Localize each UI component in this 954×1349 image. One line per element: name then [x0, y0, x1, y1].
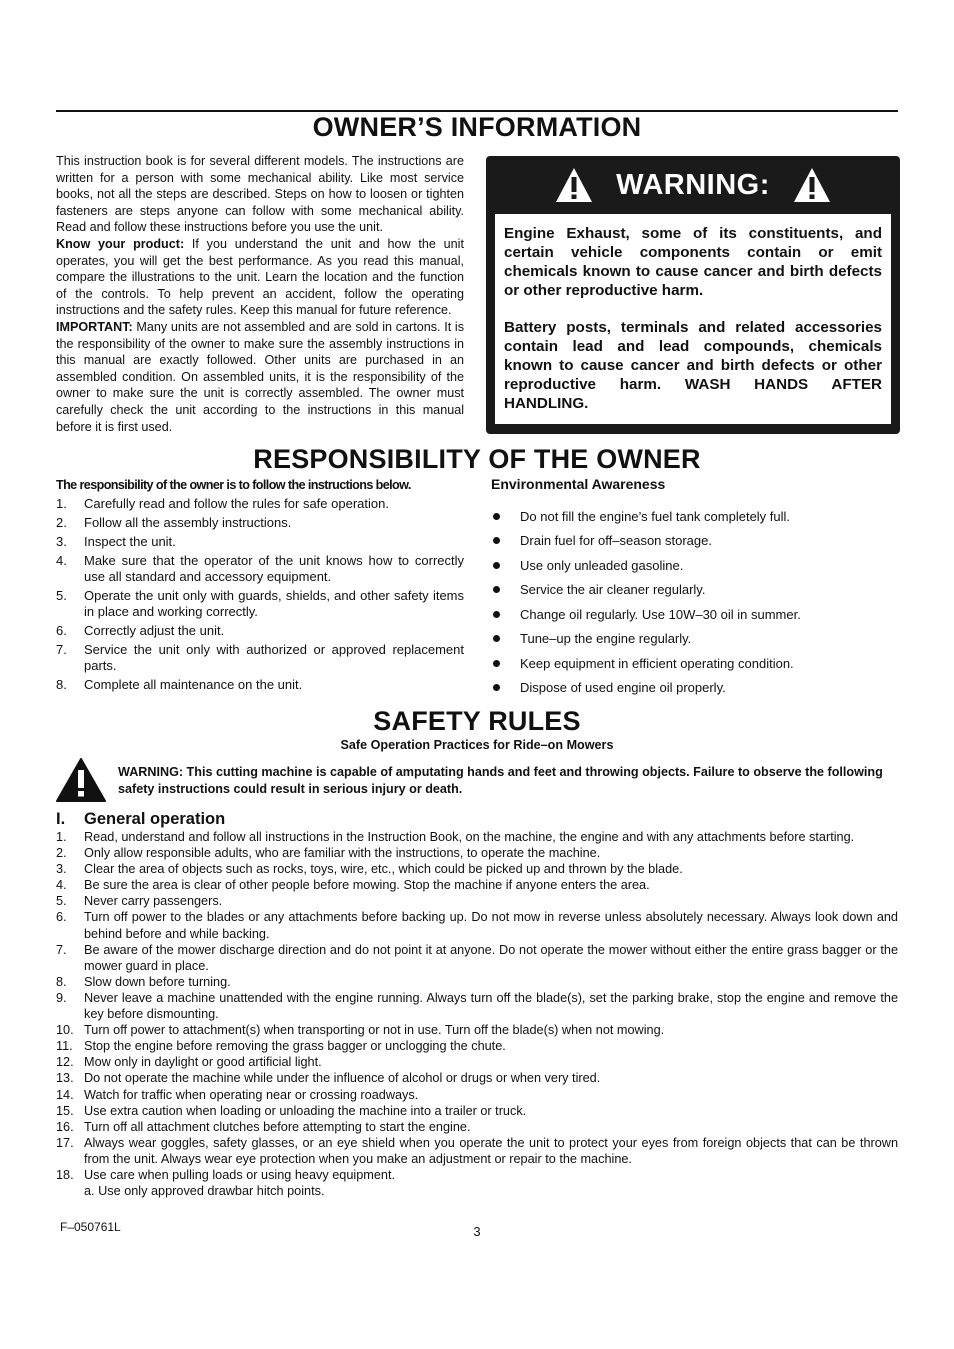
rule-number: 11. — [56, 1039, 73, 1054]
general-operation-title: General operation — [84, 810, 226, 828]
rule-text: Clear the area of objects such as rocks, toys, wire, etc., which could be picked up and thrown by the blade. — [84, 862, 683, 877]
rule-number: 4. — [56, 878, 67, 893]
item-number: 6. — [56, 623, 67, 638]
rule-text: Stop the engine before removing the grass bagger or unclogging the chute. — [84, 1039, 506, 1054]
rule-text: Be sure the area is clear of other people before mowing. Stop the machine if anyone enters the area. — [84, 878, 650, 893]
safety-rule — [56, 1103, 898, 1119]
rule-text: Turn off power to attachment(s) when transporting or not in use. Turn off the blade(s) when not mowing. — [84, 1023, 665, 1038]
environmental-item — [491, 602, 901, 627]
item-number: 1. — [56, 496, 67, 511]
rule-text: Never carry passengers. — [84, 894, 223, 909]
environmental-item — [491, 529, 901, 554]
responsibility-item — [56, 534, 464, 550]
rule-number: 18. — [56, 1167, 74, 1182]
owners-intro — [56, 153, 464, 435]
rule-text: Always wear goggles, safety glasses, or an eye shield when you operate the unit to protect your eyes from foreign objects that can be thrown from the unit. Always wear eye protection when you make an adjustment or repair to the machine. — [84, 1135, 898, 1166]
rule-number: 5. — [56, 894, 67, 909]
environmental-item — [491, 676, 901, 701]
safety-rule — [56, 1087, 898, 1103]
rule-number: 12. — [56, 1055, 74, 1070]
rule-text: Turn off power to the blades or any attachments before backing up. Do not mow in reverse unless absolutely necessary. Always look down and behind before and while backing. — [84, 910, 898, 941]
know-product-label: Know your product: — [56, 236, 185, 251]
warning-header — [486, 156, 900, 214]
item-text: Operate the unit only with guards, shields, and other safety items in place and working correctly. — [84, 588, 464, 619]
manual-page — [56, 0, 898, 1349]
rule-text: Only allow responsible adults, who are familiar with the instructions, to operate the machine. — [84, 846, 601, 861]
responsibility-list-block — [56, 478, 464, 696]
general-operation-number: I. — [56, 810, 66, 828]
know-product-text: If you understand the unit and how the unit operates, you will get the best performance. As you read this manual, compare the illustrations to the unit. Learn the location and the function of the controls. To help prevent an accident, follow the operating instructions and the safety rules. Keep this manual for future reference. — [56, 236, 464, 318]
safety-rule — [56, 893, 898, 909]
environmental-block — [491, 476, 901, 700]
rule-number: 15. — [56, 1103, 74, 1118]
bullet-icon — [493, 611, 500, 618]
responsibility-item — [56, 623, 464, 639]
environmental-item — [491, 627, 901, 652]
rule-text: Turn off all attachment clutches before attempting to start the engine. — [84, 1119, 471, 1134]
responsibility-item — [56, 677, 464, 693]
item-number: 8. — [56, 677, 67, 692]
rule-text: Do not operate the machine while under the influence of alcohol or drugs or when very tired. — [84, 1071, 601, 1086]
rule-number: 9. — [56, 990, 67, 1005]
safety-rule — [56, 942, 898, 974]
important-text: Many units are not assembled and are sold in cartons. It is the responsibility of the owner to make sure the assembly instructions in this manual are exactly followed. Other units are purchased in an assembled condition. On assembled units, it is the responsibility of the owner to make sure the unit is correctly assembled. The owner must carefully check the unit according to the instructions in this manual before it is first used. — [56, 319, 464, 434]
item-text: Service the unit only with authorized or approved replacement parts. — [84, 642, 464, 673]
safety-rule — [56, 1167, 898, 1183]
environmental-item — [491, 553, 901, 578]
safety-rules-title: SAFETY RULES — [373, 706, 581, 736]
rule-text: Never leave a machine unattended with the engine running. Always turn off the blade(s), set the parking brake, stop the engine and remove the key before dismounting. — [84, 990, 898, 1022]
important-label: IMPORTANT: — [56, 319, 133, 334]
safety-rule — [56, 861, 898, 877]
safety-rule — [56, 845, 898, 861]
bullet-icon — [493, 562, 500, 569]
item-text: Correctly adjust the unit. — [84, 623, 225, 638]
safety-warning — [56, 758, 898, 804]
rule-number: 6. — [56, 910, 67, 925]
responsibility-title: RESPONSIBILITY OF THE OWNER — [253, 444, 701, 474]
rule-number: 8. — [56, 974, 67, 989]
rule-number: 7. — [56, 942, 67, 957]
warning-box — [486, 156, 900, 434]
item-text: Complete all maintenance on the unit. — [84, 677, 303, 692]
safety-rule — [56, 909, 898, 941]
warning-triangle-icon — [56, 758, 106, 802]
item-text: Use only unleaded gasoline. — [520, 557, 684, 573]
responsibility-item — [56, 515, 464, 531]
environmental-item — [491, 578, 901, 603]
safety-rule — [56, 1054, 898, 1070]
safety-rule — [56, 1119, 898, 1135]
safety-rule — [56, 1022, 898, 1038]
rule-text: Be aware of the mower discharge direction and do not point it at anyone. Do not operate the mower without either the entire grass bagger or the mower guard in place. — [84, 942, 898, 973]
rule-text: Use care when pulling loads or using heavy equipment. — [84, 1167, 396, 1182]
rule-text: Slow down before turning. — [84, 974, 231, 989]
bullet-icon — [493, 513, 500, 520]
rule-number: 1. — [56, 830, 67, 844]
item-text: Change oil regularly. Use 10W–30 oil in summer. — [520, 606, 801, 622]
rule-text: Mow only in daylight or good artificial light. — [84, 1055, 322, 1070]
bullet-icon — [493, 537, 500, 544]
item-number: 7. — [56, 642, 67, 657]
warning-title: WARNING: — [616, 168, 770, 201]
rule-number: 14. — [56, 1087, 74, 1102]
warning-battery-text: Battery posts, terminals and related accessories contain lead and lead compounds, chemicals known to cause cancer and birth defects or other reproductive harm. WASH HANDS AFTER HANDLING. — [504, 319, 882, 412]
item-text: Do not fill the engine’s fuel tank completely full. — [520, 508, 791, 524]
safety-warning-text: WARNING: This cutting machine is capable of amputating hands and feet and throwing objects. Failure to observe the following safety instructions could result in serious injury or death. — [118, 765, 883, 796]
item-text: Keep equipment in efficient operating condition. — [520, 655, 794, 671]
environmental-heading: Environmental Awareness — [491, 476, 666, 492]
item-text: Tune–up the engine regularly. — [520, 631, 692, 647]
know-product-paragraph — [56, 236, 464, 319]
responsibility-item — [56, 553, 464, 585]
rule-text: Use extra caution when loading or unloading the machine into a trailer or truck. — [84, 1103, 527, 1118]
safety-rule — [56, 1070, 898, 1086]
rule-text: Watch for traffic when operating near or crossing roadways. — [84, 1087, 419, 1102]
rule-number: 3. — [56, 862, 67, 877]
form-code: F–050761L — [60, 1220, 121, 1234]
safety-rule — [56, 990, 898, 1022]
safety-subtitle: Safe Operation Practices for Ride–on Mowers — [340, 738, 614, 752]
item-text: Follow all the assembly instructions. — [84, 515, 292, 530]
safety-rule — [56, 1183, 898, 1199]
bullet-icon — [493, 660, 500, 667]
item-number: 3. — [56, 534, 67, 549]
responsibility-list — [56, 496, 464, 693]
rule-number: 16. — [56, 1119, 74, 1134]
item-text: Carefully read and follow the rules for safe operation. — [84, 496, 389, 511]
bullet-icon — [493, 586, 500, 593]
environmental-item — [491, 504, 901, 529]
safety-rule — [56, 829, 898, 845]
item-number: 4. — [56, 553, 67, 568]
item-text: Drain fuel for off–season storage. — [520, 533, 712, 549]
intro-paragraph: This instruction book is for several different models. The instructions are written for a person with some mechanical ability. Like most service books, not all the steps are described. Steps on how to loosen or tighten fasteners are steps anyone can follow with some mechanical ability. Read and follow these instructions before you use the unit. — [56, 154, 464, 235]
responsibility-item — [56, 588, 464, 620]
responsibility-heading: The responsibility of the owner is to follow the instructions below. — [56, 478, 411, 492]
item-text: Inspect the unit. — [84, 534, 176, 549]
item-text: Service the air cleaner regularly. — [520, 582, 706, 598]
warning-triangle-icon — [792, 166, 832, 204]
warning-body — [495, 214, 891, 424]
bullet-icon — [493, 684, 500, 691]
environmental-list — [491, 504, 901, 700]
item-text: Dispose of used engine oil properly. — [520, 680, 726, 696]
safety-rule — [56, 1038, 898, 1054]
safety-rule — [56, 974, 898, 990]
responsibility-item — [56, 642, 464, 674]
safety-rule — [56, 877, 898, 893]
warning-exhaust-text: Engine Exhaust, some of its constituents, and certain vehicle components contain or emit chemicals known to cause cancer and birth defects or other reproductive harm. — [504, 225, 882, 299]
responsibility-item — [56, 496, 464, 512]
environmental-item — [491, 651, 901, 676]
rule-number: 10. — [56, 1023, 74, 1038]
item-text: Make sure that the operator of the unit knows how to correctly use all standard and accessory equipment. — [84, 553, 464, 584]
important-paragraph — [56, 319, 464, 435]
general-operation-heading — [56, 810, 225, 829]
rule-text: a. Use only approved drawbar hitch points. — [84, 1184, 325, 1199]
safety-rules-list — [56, 829, 898, 1199]
item-number: 2. — [56, 515, 67, 530]
rule-number — [56, 1183, 84, 1199]
page-number: 3 — [473, 1224, 481, 1239]
item-number: 5. — [56, 588, 67, 603]
rule-text: Read, understand and follow all instructions in the Instruction Book, on the machine, the engine and with any attachments before starting. — [84, 830, 855, 844]
rule-number: 17. — [56, 1135, 74, 1150]
warning-triangle-icon — [554, 166, 594, 204]
owners-information-title: OWNER’S INFORMATION — [312, 112, 642, 142]
rule-number: 13. — [56, 1071, 74, 1086]
rule-number: 2. — [56, 846, 67, 861]
bullet-icon — [493, 635, 500, 642]
safety-rule — [56, 1135, 898, 1167]
